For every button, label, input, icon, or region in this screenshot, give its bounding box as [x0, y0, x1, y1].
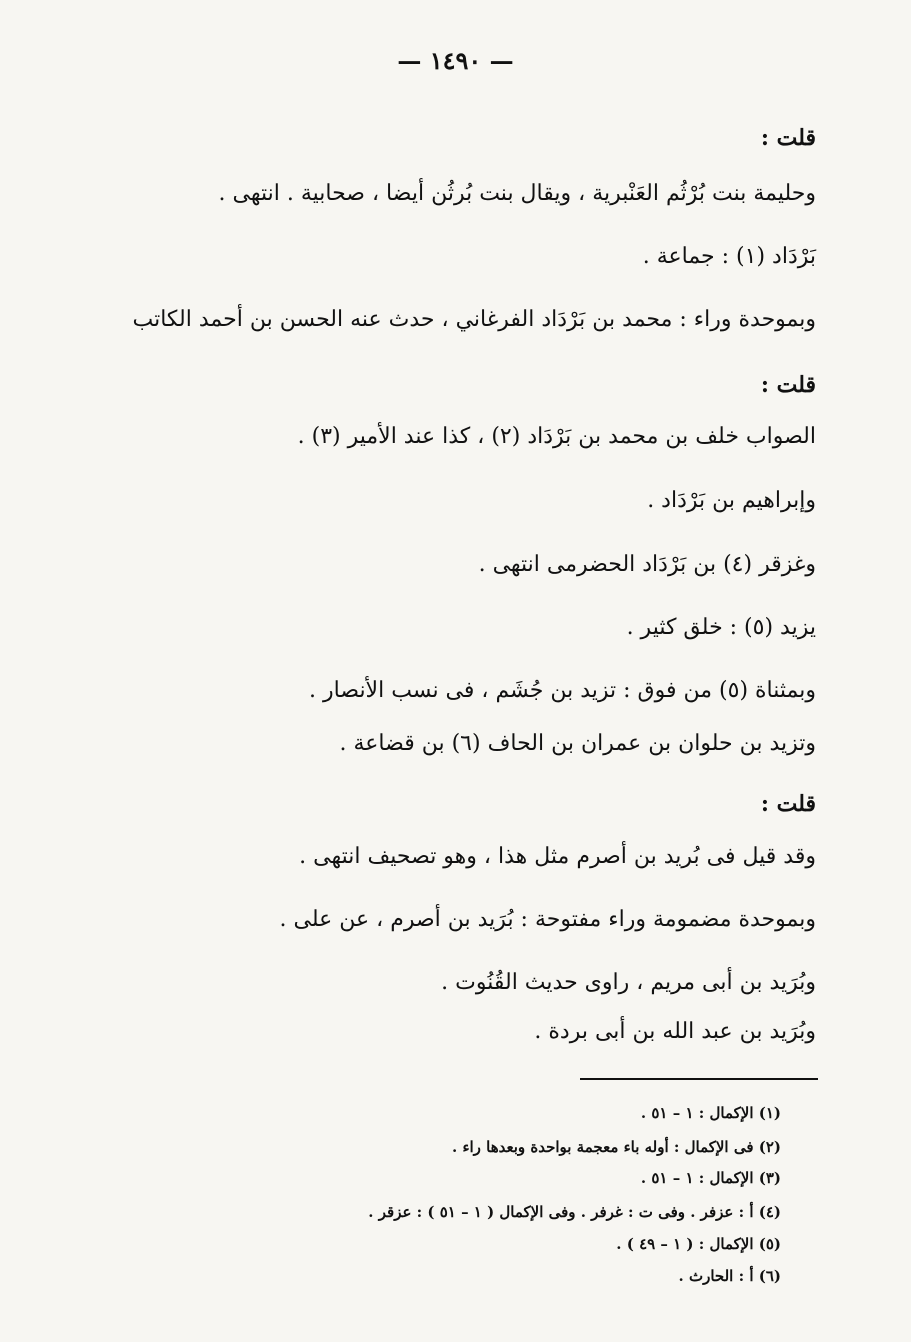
body-line: وحليمة بنت بُرْثُم العَنْبرية ، ويقال بنت بُرثُن أيضا ، صحابية . انتهى . — [218, 181, 816, 206]
body-line: الصواب خلف بن محمد بن بَرْدَاد (٢) ، كذا عند الأمير (٣) . — [297, 424, 816, 449]
footnote: (٥) الإكمال : ( ١ – ٤٩ ) . — [616, 1235, 781, 1253]
body-line: وغزقر (٤) بن بَرْدَاد الحضرمى انتهى . — [478, 552, 816, 577]
body-line: وبُرَيد بن عبد الله بن أبى بردة . — [534, 1019, 816, 1044]
body-line: وبموحدة وراء : محمد بن بَرْدَاد الفرغاني ، حدث عنه الحسن بن أحمد الكاتب — [132, 307, 816, 332]
body-line: وبموحدة مضمومة وراء مفتوحة : بُرَيد بن أصرم ، عن على . — [279, 907, 816, 932]
body-line: وقد قيل فى بُريد بن أصرم مثل هذا ، وهو تصحيف انتهى . — [299, 844, 816, 869]
heading-qult: قلت : — [760, 372, 816, 398]
body-line: وبُرَيد بن أبى مريم ، راوى حديث القُنُوت . — [441, 970, 816, 995]
body-line: وبمثناة (٥) من فوق : تزيد بن جُشَم ، فى نسب الأنصار . — [309, 678, 816, 703]
body-line: بَرْدَاد (١) : جماعة . — [642, 244, 816, 269]
footnote: (٦) أ : الحارث . — [678, 1267, 781, 1285]
footnote: (٢) فى الإكمال : أوله باء معجمة بواحدة وبعدها راء . — [452, 1138, 781, 1156]
footnote: (٣) الإكمال : ١ – ٥١ . — [640, 1169, 781, 1187]
body-line: وإبراهيم بن بَرْدَاد . — [647, 488, 816, 513]
body-line: يزيد (٥) : خلق كثير . — [626, 615, 816, 640]
footnote-divider — [580, 1078, 818, 1080]
footnote: (٤) أ : عزفر . وفى ت : غرفر . وفى الإكمال ( ١ – ٥١ ) : عزقر . — [368, 1203, 781, 1221]
heading-qult: قلت : — [760, 125, 816, 151]
heading-qult: قلت : — [760, 791, 816, 817]
footnote: (١) الإكمال : ١ – ٥١ . — [640, 1104, 781, 1122]
page-number: — ١٤٩٠ — — [397, 46, 514, 75]
body-line: وتزيد بن حلوان بن عمران بن الحاف (٦) بن قضاعة . — [339, 731, 816, 756]
